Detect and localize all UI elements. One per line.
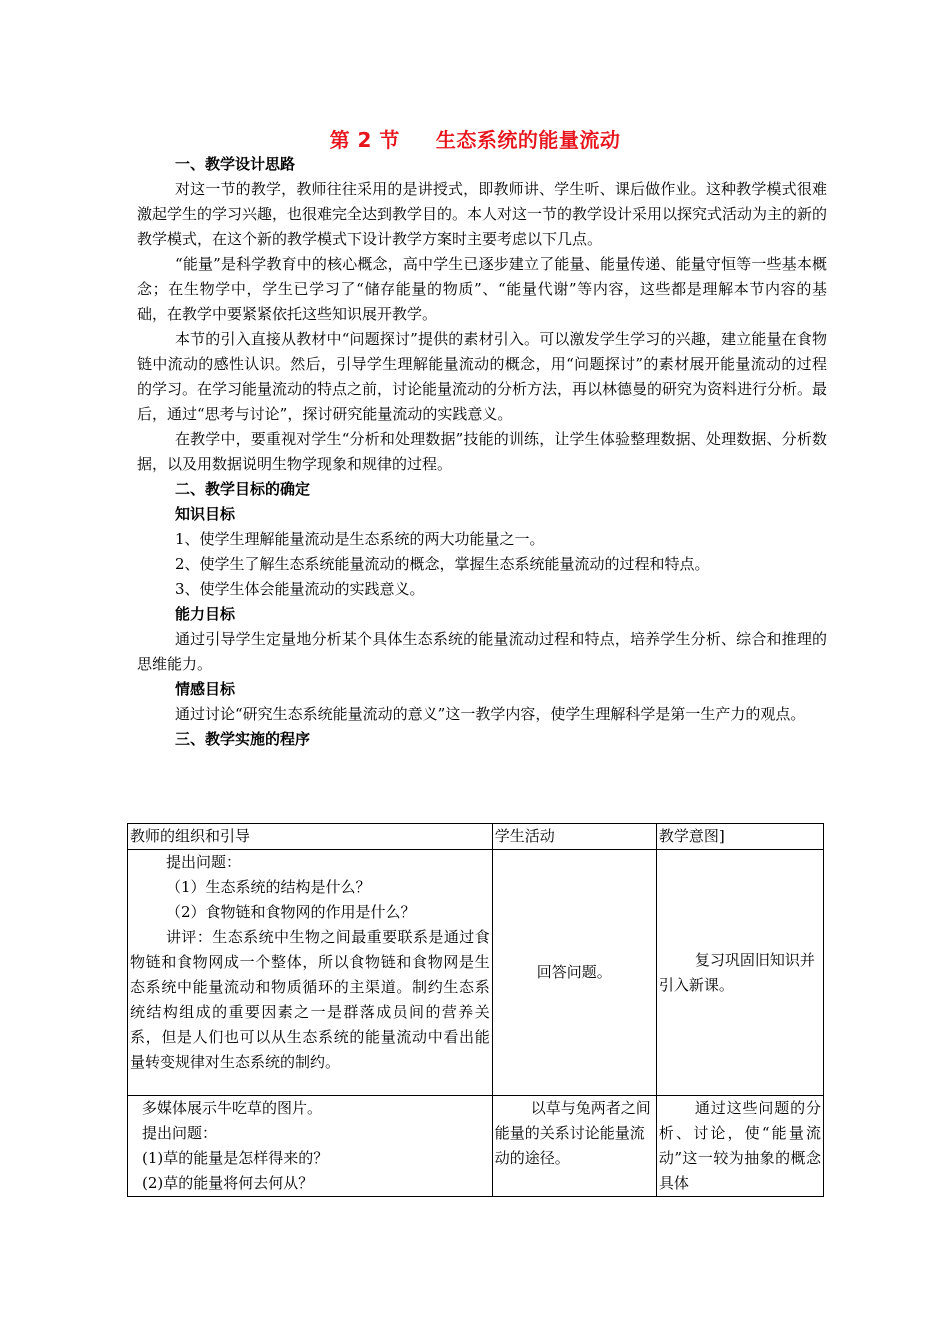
list-item: 2、使学生了解生态系统能量流动的概念，掌握生态系统能量流动的过程和特点。	[175, 555, 710, 573]
heading-ability-goals: 能力目标	[175, 605, 236, 623]
section-number: 第 2 节	[329, 128, 400, 152]
paragraph: 本节的引入直接从教材中“问题探讨”提供的素材引入。可以激发学生学习的兴趣，建立能量在食物链中流动的感性认识。然后，引导学生理解能量流动的概念，用“问题探讨”的素材展开能量流动的过程的学习。在学习能量流动的特点之前，讨论能量流动的分析方法，再以林德曼的研究为资料进行分析。最后，通过“思考与讨论”，探讨研究能量流动的实践意义。	[137, 330, 828, 423]
table-row	[128, 850, 824, 1096]
procedure-table	[127, 823, 824, 1197]
paragraph: 对这一节的教学，教师往往采用的是讲授式，即教师讲、学生听、课后做作业。这种教学模式很难激起学生的学习兴趣，也很难完全达到教学目的。本人对这一节的教学设计采用以探究式活动为主的新的教学模式，在这个新的教学模式下设计教学方案时主要考虑以下几点。	[137, 180, 828, 248]
cell-line: 提出问题：	[166, 853, 242, 871]
cell-line: (2)草的能量将何去何从？	[142, 1174, 314, 1192]
heading-knowledge-goals: 知识目标	[175, 505, 236, 523]
page-title	[0, 124, 950, 153]
cell-text: 以草与兔两者之间能量的关系讨论能量流动的途径。	[494, 1099, 651, 1167]
cell-text: 通过这些问题的分析、讨论，使“能量流动”这一较为抽象的概念具体	[658, 1099, 821, 1192]
teacher-cell	[128, 850, 493, 1096]
cell-line: (1)草的能量是怎样得来的？	[142, 1149, 329, 1167]
heading-procedure: 三、教学实施的程序	[175, 730, 311, 748]
student-cell	[492, 1096, 656, 1197]
cell-line: 提出问题：	[142, 1124, 218, 1142]
list-item: 1、使学生理解能量流动是生态系统的两大功能量之一。	[175, 530, 545, 548]
cell-text: 复习巩固旧知识并引入新课。	[658, 950, 815, 994]
intent-cell	[656, 1096, 823, 1197]
cell-line: 多媒体展示牛吃草的图片。	[142, 1099, 323, 1117]
cell-line: （1）生态系统的结构是什么？	[166, 878, 371, 896]
intent-cell	[656, 850, 823, 1096]
section-name: 生态系统的能量流动	[435, 128, 621, 152]
column-header-teacher: 教师的组织和引导	[128, 824, 493, 850]
paragraph: “能量”是科学教育中的核心概念，高中学生已逐步建立了能量、能量传递、能量守恒等一些基本概念；在生物学中，学生已学习了“储存能量的物质”、“能量代谢”等内容，这些都是理解本节内容的基础，在教学中要紧紧依托这些知识展开教学。	[137, 255, 827, 323]
column-header-student: 学生活动	[492, 824, 656, 850]
table-header-row	[128, 824, 824, 850]
student-cell: 回答问题。	[492, 850, 656, 1096]
paragraph: 通过引导学生定量地分析某个具体生态系统的能量流动过程和特点，培养学生分析、综合和推理的思维能力。	[137, 630, 827, 673]
heading-design-ideas: 一、教学设计思路	[175, 155, 296, 173]
heading-emotion-goals: 情感目标	[175, 680, 236, 698]
heading-objectives: 二、教学目标的确定	[175, 480, 311, 498]
column-header-intent: 教学意图]	[656, 824, 823, 850]
list-item: 3、使学生体会能量流动的实践意义。	[175, 580, 425, 598]
teacher-cell	[128, 1096, 493, 1197]
paragraph: 通过讨论“研究生态系统能量流动的意义”这一教学内容，使学生理解科学是第一生产力的观点。	[175, 705, 806, 723]
paragraph: 在教学中，要重视对学生“分析和处理数据”技能的训练，让学生体验整理数据、处理数据、分析数据，以及用数据说明生物学现象和规律的过程。	[137, 430, 827, 473]
table-row	[128, 1096, 824, 1197]
cell-line: （2）食物链和食物网的作用是什么？	[166, 903, 416, 921]
cell-line: 讲评：生态系统中生物之间最重要联系是通过食物链和食物网成一个整体，所以食物链和食物网是生态系统中能量流动和物质循环的主渠道。制约生态系统结构组成的重要因素之一是群落成员间的营养关系，但是人们也可以从生态系统的能量流动中看出能量转变规律对生态系统的制约。	[130, 928, 490, 1071]
document-body	[137, 152, 827, 752]
